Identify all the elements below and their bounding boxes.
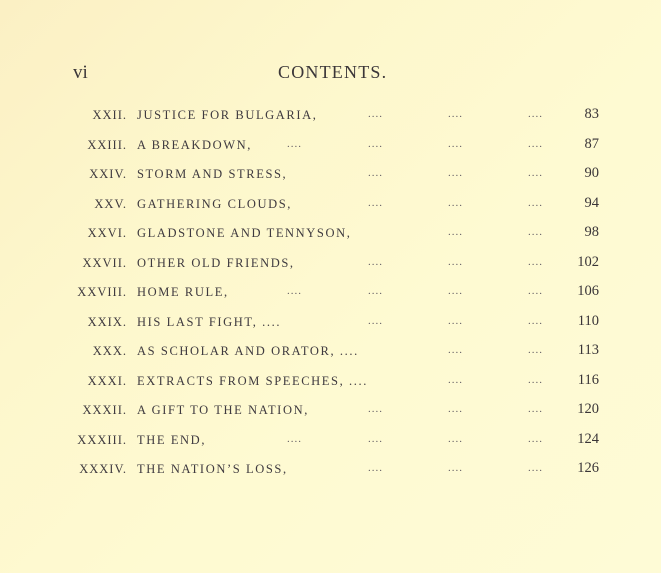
dot-leader: .... — [528, 226, 543, 238]
toc-entry — [0, 195, 661, 225]
chapter-title: EXTRACTS FROM SPEECHES, .... — [137, 373, 368, 388]
chapter-numeral: XXXI. — [87, 373, 127, 388]
dot-leader: .... — [528, 137, 543, 150]
chapter-title: AS SCHOLAR AND ORATOR, .... — [137, 344, 359, 358]
chapter-numeral: XXII. — [92, 108, 127, 122]
dot-leader: .... — [448, 373, 463, 386]
page-title: CONTENTS. — [278, 62, 388, 82]
dot-leader: .... — [528, 344, 543, 356]
chapter-title: HOME RULE, — [137, 285, 229, 299]
chapter-page-number: 94 — [584, 194, 599, 211]
toc-entry — [0, 460, 661, 490]
dot-leader: .... — [287, 137, 302, 150]
table-of-contents — [0, 106, 661, 490]
chapter-page-number: 90 — [584, 165, 599, 181]
dot-leader: .... — [528, 196, 543, 209]
chapter-page-number: 110 — [577, 312, 599, 329]
dot-leader: .... — [448, 344, 463, 356]
chapter-title: A GIFT TO THE NATION, — [137, 403, 309, 417]
dot-leader: .... — [368, 432, 383, 445]
page-number: vi — [73, 62, 88, 83]
chapter-title: JUSTICE FOR BULGARIA, — [137, 108, 318, 122]
chapter-page-number: 87 — [584, 135, 599, 152]
chapter-page-number: 83 — [584, 106, 599, 122]
chapter-page-number: 120 — [577, 401, 599, 417]
dot-leader: .... — [448, 255, 463, 268]
chapter-title: OTHER OLD FRIENDS, — [137, 255, 295, 270]
chapter-page-number: 126 — [577, 460, 599, 476]
dot-leader: .... — [528, 403, 543, 415]
chapter-page-number: 98 — [584, 224, 599, 240]
dot-leader: .... — [528, 432, 543, 445]
page-header — [0, 62, 661, 88]
dot-leader: .... — [448, 167, 463, 179]
chapter-title: HIS LAST FIGHT, .... — [137, 314, 282, 329]
chapter-numeral: XXXIII. — [77, 432, 127, 447]
chapter-numeral: XXIX. — [87, 314, 127, 329]
dot-leader: .... — [448, 108, 463, 120]
dot-leader: .... — [368, 255, 383, 268]
toc-entry — [0, 431, 661, 461]
dot-leader: .... — [287, 285, 302, 297]
chapter-numeral: XXIV. — [89, 167, 127, 181]
dot-leader: .... — [287, 432, 302, 445]
dot-leader: .... — [448, 226, 463, 238]
toc-entry — [0, 224, 661, 254]
dot-leader: .... — [448, 285, 463, 297]
chapter-numeral: XXVIII. — [77, 285, 127, 299]
chapter-page-number: 124 — [577, 430, 599, 447]
chapter-title: THE END, — [137, 432, 207, 447]
dot-leader: .... — [448, 432, 463, 445]
dot-leader: .... — [448, 314, 463, 327]
toc-entry — [0, 283, 661, 313]
toc-entry — [0, 342, 661, 372]
chapter-numeral: XXXIV. — [79, 462, 127, 476]
dot-leader: .... — [528, 108, 543, 120]
dot-leader: .... — [528, 462, 543, 474]
toc-entry — [0, 165, 661, 195]
chapter-page-number: 102 — [577, 253, 599, 270]
toc-entry — [0, 313, 661, 343]
dot-leader: .... — [448, 196, 463, 209]
dot-leader: .... — [448, 462, 463, 474]
dot-leader: .... — [448, 403, 463, 415]
toc-entry — [0, 372, 661, 402]
chapter-title: A BREAKDOWN, — [137, 137, 253, 152]
toc-entry — [0, 401, 661, 431]
dot-leader: .... — [368, 462, 383, 474]
chapter-numeral: XXXII. — [82, 403, 127, 417]
dot-leader: .... — [368, 196, 383, 209]
dot-leader: .... — [368, 108, 383, 120]
chapter-title: GATHERING CLOUDS, — [137, 196, 292, 211]
dot-leader: .... — [368, 403, 383, 415]
chapter-numeral: XXVII. — [82, 255, 127, 270]
toc-entry — [0, 254, 661, 284]
chapter-numeral: XXIII. — [87, 137, 127, 152]
dot-leader: .... — [528, 373, 543, 386]
chapter-numeral: XXV. — [94, 196, 127, 211]
dot-leader: .... — [528, 285, 543, 297]
dot-leader: .... — [528, 255, 543, 268]
chapter-page-number: 116 — [577, 371, 599, 388]
dot-leader: .... — [368, 285, 383, 297]
dot-leader: .... — [448, 137, 463, 150]
chapter-title: STORM AND STRESS, — [137, 167, 288, 181]
dot-leader: .... — [528, 167, 543, 179]
chapter-page-number: 113 — [577, 342, 599, 358]
chapter-numeral: XXX. — [92, 344, 127, 358]
toc-entry — [0, 106, 661, 136]
dot-leader: .... — [528, 314, 543, 327]
dot-leader: .... — [368, 137, 383, 150]
dot-leader: .... — [368, 167, 383, 179]
chapter-title: GLADSTONE AND TENNYSON, — [137, 226, 352, 240]
toc-entry — [0, 136, 661, 166]
dot-leader: .... — [368, 314, 383, 327]
chapter-page-number: 106 — [577, 283, 599, 299]
chapter-numeral: XXVI. — [87, 226, 127, 240]
chapter-title: THE NATION’S LOSS, — [137, 462, 288, 476]
